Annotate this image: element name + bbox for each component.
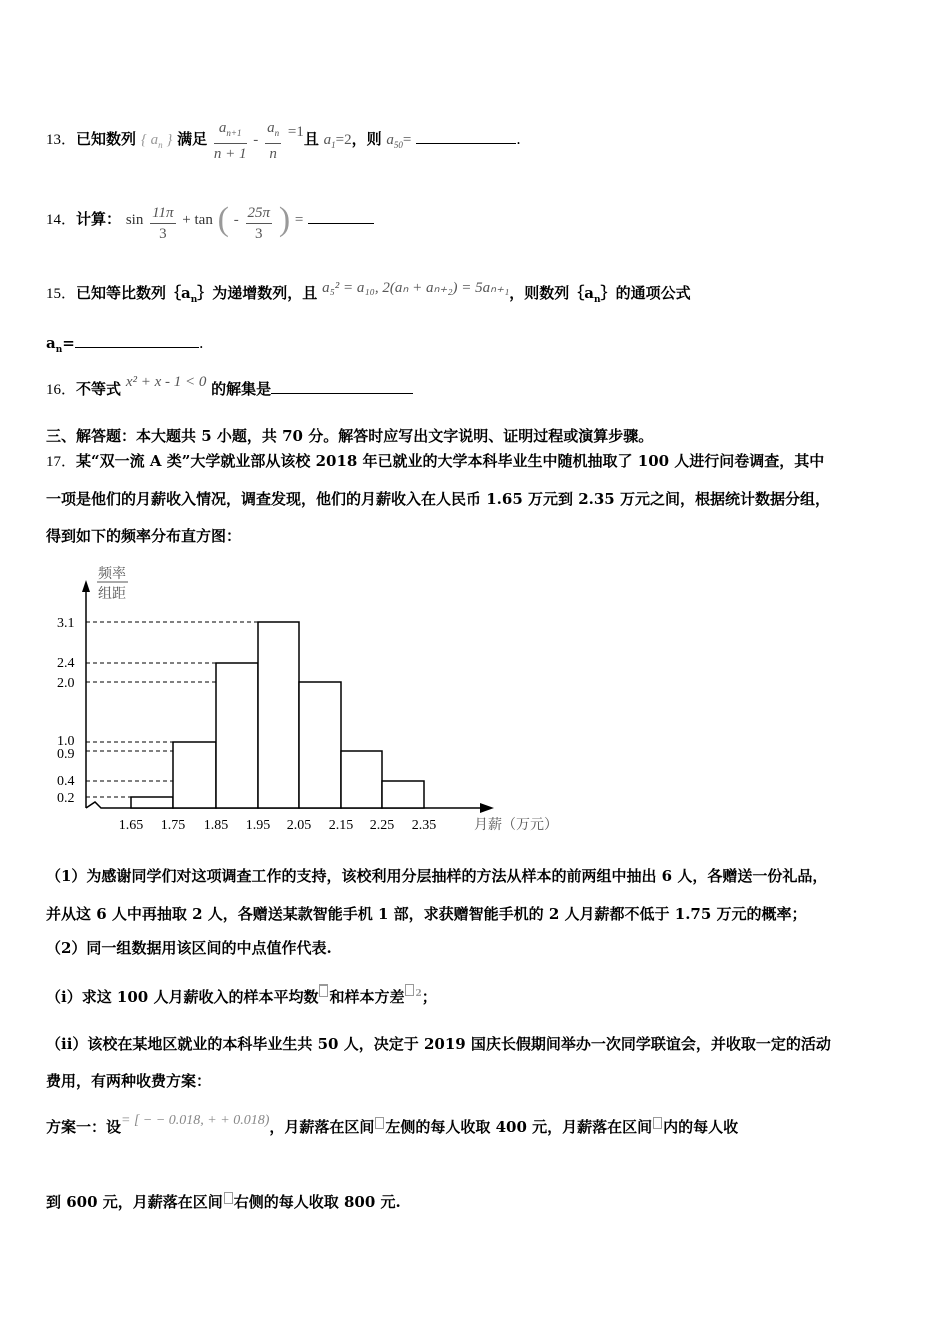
svg-text:2.0: 2.0 bbox=[57, 676, 75, 691]
part2-i: （i）求这 100 人月薪收入的样本平均数 和样本方差 $^2$； bbox=[46, 984, 437, 1007]
plan1-line2: 到 600 元，月薪落在区间 右侧的每人收取 800 元. bbox=[46, 1193, 401, 1211]
svg-text:2.05: 2.05 bbox=[286, 818, 312, 833]
svg-text:0.4: 0.4 bbox=[57, 774, 75, 789]
bar-1.85-1.95 bbox=[216, 663, 258, 808]
bars bbox=[131, 622, 424, 808]
bar-2.25-2.35 bbox=[382, 781, 424, 808]
svg-text:1.95: 1.95 bbox=[245, 818, 271, 833]
x-axis-label: 月薪（万元） bbox=[474, 818, 558, 833]
inequality: x² + x - 1 < 0 bbox=[125, 374, 207, 390]
y-axis-label-top: 频率 bbox=[98, 567, 126, 582]
part2: （2）同一组数据用该区间的中点值作代表. bbox=[46, 939, 332, 957]
bar-1.65-1.75 bbox=[131, 797, 173, 808]
plan1-line1: 方案一：设= [ − − 0.018, + + 0.018)，月薪落在区间 左侧的每人收取 400 元，月薪落在区间 内的每人收 bbox=[46, 1113, 739, 1136]
condition-formula: a₅² = a₁₀, 2(aₙ + aₙ₊₂) = 5aₙ₊₁ bbox=[322, 280, 510, 296]
bar-1.75-1.85 bbox=[173, 742, 216, 808]
answer-blank-16[interactable] bbox=[271, 379, 413, 394]
question-15-answer: $a_n=$ . bbox=[46, 334, 204, 355]
answer-blank-15[interactable] bbox=[75, 333, 199, 348]
bar-1.95-2.05 bbox=[258, 622, 299, 808]
svg-text:1.75: 1.75 bbox=[160, 818, 186, 833]
fraction-11pi-3: $\frac{11\pi}{3}$ bbox=[152, 205, 174, 242]
question-number: 15． bbox=[46, 286, 77, 302]
question-17-line3: 得到如下的频率分布直方图： bbox=[46, 527, 242, 545]
x-axis-arrow-icon bbox=[480, 803, 494, 813]
question-number: 16． bbox=[46, 382, 77, 398]
variance-placeholder-icon bbox=[405, 984, 414, 996]
part2-ii-line2: 费用，有两种收费方案： bbox=[46, 1072, 212, 1090]
fraction-an1: $\frac{a_{n+1}}{n + 1}$ bbox=[213, 120, 247, 162]
question-17-line1: 17．某“双一流 A 类”大学就业部从该校 2018 年已就业的大学本科毕业生中随机抽取了 100 人进行问卷调查，其中 bbox=[46, 452, 825, 470]
question-number: 13． bbox=[46, 132, 77, 148]
question-13: 13．已知数列 { $a_n$ } 满足 $\frac{a_{n+1}}{n + 1}$ - $\frac{a_n}{n}$ =1且 $a_1=2$，则 $a_{50}=$ . bbox=[46, 120, 521, 162]
part2-ii-line1: （ii）该校在某地区就业的本科毕业生共 50 人，决定于 2019 国庆长假期间举办一次同学联谊会，并收取一定的活动 bbox=[46, 1035, 831, 1053]
svg-text:1.85: 1.85 bbox=[203, 818, 229, 833]
part1-line1: （1）为感谢同学们对这项调查工作的支持，该校利用分层抽样的方法从样本的前两组中抽出 6 人，各赠送一份礼品， bbox=[46, 867, 828, 885]
y-axis-label-bottom: 组距 bbox=[98, 587, 126, 602]
svg-text:2.35: 2.35 bbox=[411, 818, 437, 833]
svg-text:0.9: 0.9 bbox=[57, 747, 75, 762]
fraction-25pi-3: $\frac{25\pi}{3}$ bbox=[247, 205, 271, 242]
mean-placeholder-icon bbox=[319, 984, 328, 997]
section-heading: 三、解答题：本大题共 5 小题，共 70 分。解答时应写出文字说明、证明过程或演算步骤。 bbox=[46, 427, 654, 445]
fraction-an: $\frac{a_n}{n}$ bbox=[267, 120, 280, 162]
svg-text:2.15: 2.15 bbox=[328, 818, 354, 833]
question-16: 16．不等式 x² + x - 1 < 0 的解集是 bbox=[46, 379, 413, 400]
interval-placeholder-icon bbox=[653, 1117, 662, 1129]
interval-placeholder-icon bbox=[375, 1117, 384, 1129]
bar-2.05-2.15 bbox=[299, 682, 341, 808]
svg-text:3.1: 3.1 bbox=[57, 616, 75, 631]
y-axis-arrow-icon bbox=[82, 580, 90, 592]
question-number: 14． bbox=[46, 212, 77, 228]
svg-text:1.0: 1.0 bbox=[57, 734, 75, 749]
part1-line2: 并从这 6 人中再抽取 2 人，各赠送某款智能手机 1 部，求获赠智能手机的 2 人月薪都不低于 1.75 万元的概率； bbox=[46, 905, 807, 923]
sequence-symbol: { $a_n$ } bbox=[140, 132, 173, 150]
answer-blank-14[interactable] bbox=[308, 209, 374, 224]
interval-formula: = [ − − 0.018, + + 0.018) bbox=[121, 1113, 270, 1128]
question-17-line2: 一项是他们的月薪收入情况，调查发现，他们的月薪收入在人民币 1.65 万元到 2.35 万元之间，根据统计数据分组， bbox=[46, 490, 830, 508]
svg-text:2.4: 2.4 bbox=[57, 656, 75, 671]
frequency-histogram bbox=[40, 555, 580, 845]
interval-placeholder-icon bbox=[224, 1192, 233, 1204]
question-14: 14．计算： sin $\frac{11\pi}{3}$ + tan ( - $\frac{25\pi}{3}$ ) = bbox=[46, 203, 374, 244]
question-15: 15．已知等比数列$\{a_n\}$为递增数列，且 a₅² = a₁₀, 2(aₙ + aₙ₊₂) = 5aₙ₊₁，则数列$\{a_n\}$的通项公式 bbox=[46, 280, 691, 305]
svg-text:0.2: 0.2 bbox=[57, 791, 75, 806]
svg-text:2.25: 2.25 bbox=[369, 818, 395, 833]
bar-2.15-2.25 bbox=[341, 751, 382, 808]
answer-blank-13[interactable] bbox=[416, 129, 516, 144]
svg-text:1.65: 1.65 bbox=[118, 818, 144, 833]
